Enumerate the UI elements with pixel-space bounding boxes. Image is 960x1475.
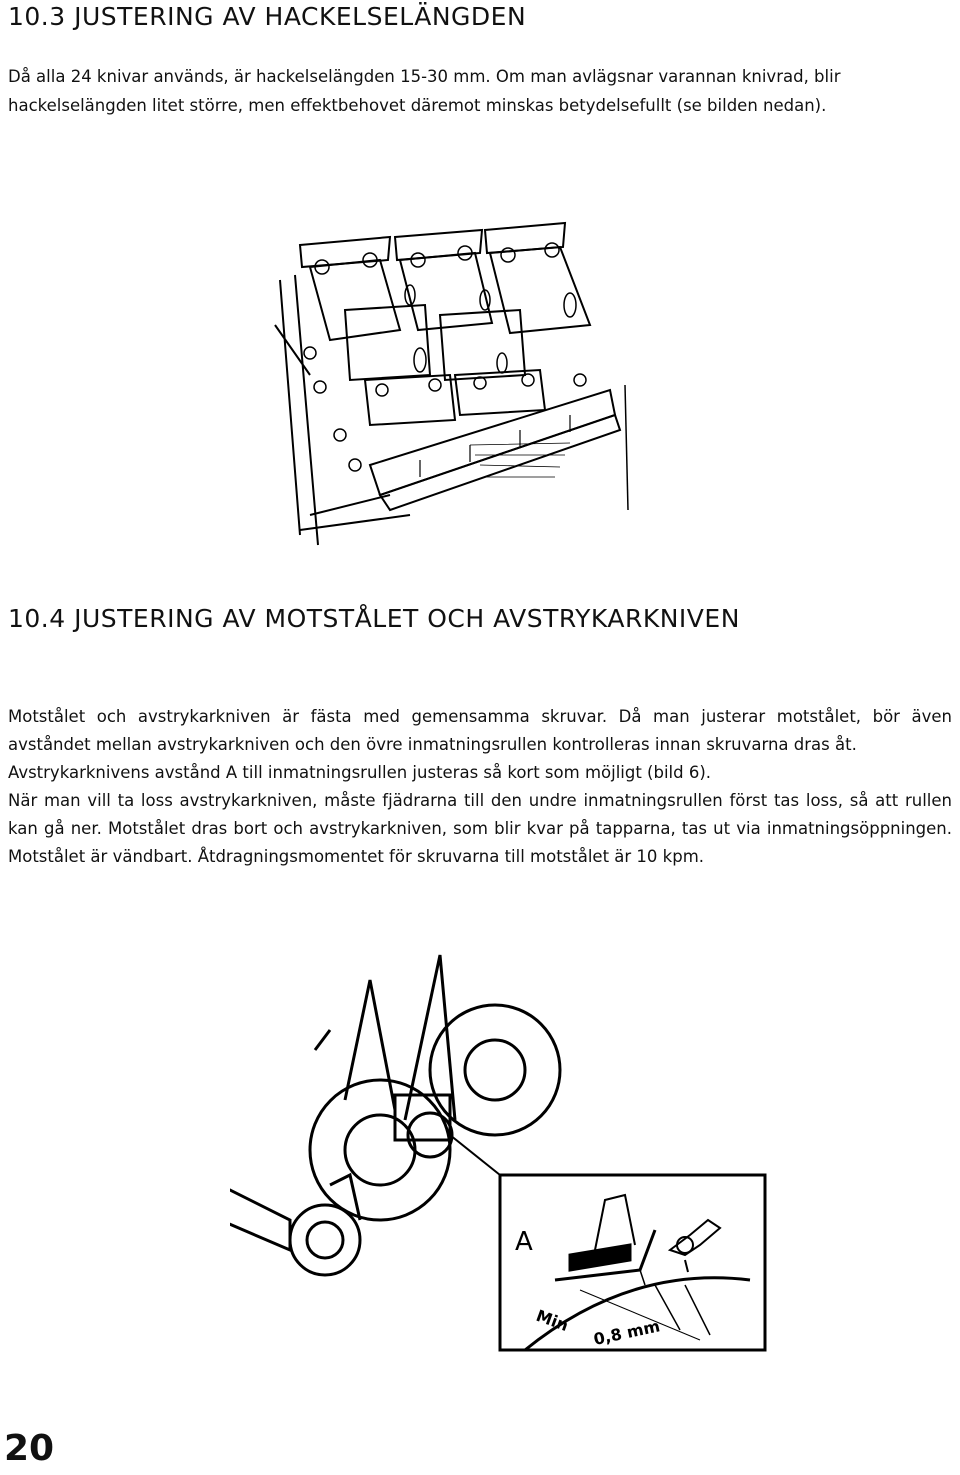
feed-roller-illustration	[230, 950, 770, 1355]
upper-feed-roller	[310, 1080, 450, 1220]
leader-line	[450, 1135, 500, 1175]
knife-holder-top-row	[300, 223, 590, 340]
section-heading-10-4: 10.4 JUSTERING AV MOTSTÅLET OCH AVSTRYKARKNIVEN	[8, 604, 740, 633]
gap-measurement-label: 0,8 mm	[591, 1316, 662, 1349]
lever-arm	[230, 1175, 360, 1250]
section-heading-10-3: 10.3 JUSTERING AV HACKELSELÄNGDEN	[8, 2, 527, 31]
knife-holder-middle-row	[345, 305, 545, 425]
bolts	[304, 243, 586, 471]
paragraph-line: Motstålet och avstrykarkniven är fästa med gemensamma skruvar. Då man justerar motstålet, bör även avståndet mellan avstrykarkniven och den övre inmatningsrullen kontrolleras innan skruvarna dras åt.	[8, 707, 952, 754]
page-number: 20	[4, 1428, 55, 1469]
min-label: Min	[533, 1305, 571, 1335]
paragraph-line: När man vill ta loss avstrykarkniven, måste fjädrarna till den undre inmatningsrullen först tas loss, så att rullen kan gå ner. Motstålet dras bort och avstrykarkniven, som blir kvar på tapparna, tas ut via inmatningsöppningen. Motstålet är vändbart. Åtdragningsmomentet för skruvarna till motstålet är 10 kpm.	[8, 791, 952, 866]
distance-label-a: A	[515, 1227, 533, 1257]
lower-roller	[290, 1205, 360, 1275]
drum-outline	[275, 275, 628, 545]
knife-drum-illustration	[270, 215, 640, 550]
counter-knife-bar	[370, 390, 620, 510]
section-10-3-paragraph: Då alla 24 knivar används, är hackelselängden 15-30 mm. Om man avlägsnar varannan knivrad, blir hackelselängden litet större, men effektbehovet däremot minskas betydelsefullt (se bilden nedan).	[8, 67, 841, 115]
section-10-4-paragraph	[8, 703, 952, 871]
paragraph-line: Avstrykarknivens avstånd A till inmatningsrullen justeras så kort som möjligt (bild 6).	[8, 763, 712, 782]
small-roller	[408, 1113, 452, 1157]
